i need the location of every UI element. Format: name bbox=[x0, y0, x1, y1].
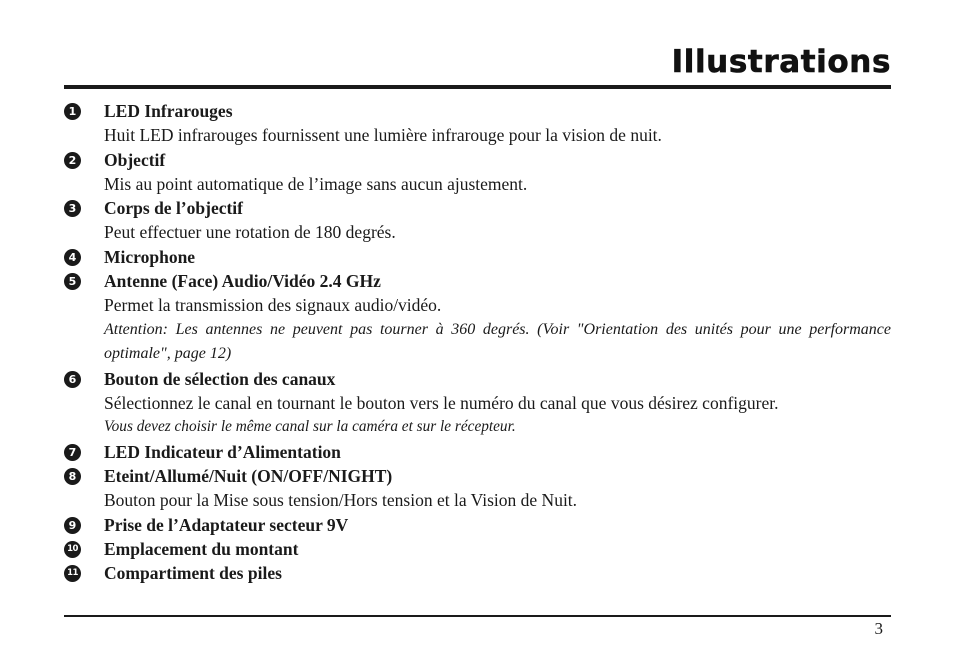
list-item-6 bbox=[64, 367, 891, 440]
item-note: Attention: Les antennes ne peuvent pas tourner à 360 degrés. (Voir "Orientation des unités pour une performance optimale", page 12) bbox=[104, 320, 891, 363]
item-title: LED Infrarouges bbox=[104, 101, 233, 121]
number-badge-5: 5 bbox=[64, 273, 81, 290]
list-item-4 bbox=[64, 245, 891, 269]
item-title: Corps de l’objectif bbox=[104, 198, 244, 219]
item-note: Vous devez choisir le même canal sur la caméra et sur le récepteur. bbox=[104, 418, 516, 436]
number-badge-4: 4 bbox=[64, 249, 81, 266]
list-item-5 bbox=[64, 269, 891, 367]
illustration-list bbox=[64, 99, 891, 586]
list-item-10 bbox=[64, 537, 891, 561]
list-item-1 bbox=[64, 99, 891, 148]
number-badge-10: 10 bbox=[64, 541, 81, 558]
number-badge-7: 7 bbox=[64, 444, 81, 461]
list-item-7 bbox=[64, 440, 891, 464]
list-item-8 bbox=[64, 464, 891, 513]
item-title: Eteint/Allumé/Nuit (ON/OFF/NIGHT) bbox=[104, 466, 393, 487]
item-title: Emplacement du montant bbox=[104, 538, 299, 559]
page-title: Illustrations bbox=[671, 44, 891, 80]
number-badge-8: 8 bbox=[64, 468, 81, 485]
list-item-3 bbox=[64, 196, 891, 245]
item-description: Permet la transmission des signaux audio/vidéo. bbox=[104, 295, 442, 316]
number-badge-9: 9 bbox=[64, 517, 81, 534]
list-item-9 bbox=[64, 513, 891, 537]
item-description: Mis au point automatique de l’image sans aucun ajustement. bbox=[104, 173, 528, 194]
item-title: Bouton de sélection des canaux bbox=[104, 368, 336, 389]
number-badge-1: 1 bbox=[64, 103, 81, 120]
item-description: Huit LED infrarouges fournissent une lumière infrarouge pour la vision de nuit. bbox=[104, 125, 662, 146]
item-description: Bouton pour la Mise sous tension/Hors tension et la Vision de Nuit. bbox=[104, 490, 578, 511]
item-description: Peut effectuer une rotation de 180 degrés. bbox=[104, 222, 396, 243]
list-item-2 bbox=[64, 148, 891, 197]
footer-rule bbox=[64, 615, 891, 617]
number-badge-2: 2 bbox=[64, 152, 81, 169]
item-title: LED Indicateur d’Alimentation bbox=[104, 441, 341, 462]
number-badge-11: 11 bbox=[64, 565, 81, 582]
number-badge-3: 3 bbox=[64, 200, 81, 217]
header-rule bbox=[64, 85, 891, 89]
list-item-11 bbox=[64, 561, 891, 585]
item-title: Microphone bbox=[104, 246, 196, 267]
item-title: Antenne (Face) Audio/Vidéo 2.4 GHz bbox=[104, 271, 381, 292]
item-title: Compartiment des piles bbox=[104, 563, 282, 584]
item-title: Objectif bbox=[104, 149, 166, 170]
number-badge-6: 6 bbox=[64, 371, 81, 388]
page-number: 3 bbox=[874, 619, 883, 638]
item-description: Sélectionnez le canal en tournant le bouton vers le numéro du canal que vous désirez configurer. bbox=[104, 392, 779, 413]
item-title: Prise de l’Adaptateur secteur 9V bbox=[104, 514, 349, 535]
